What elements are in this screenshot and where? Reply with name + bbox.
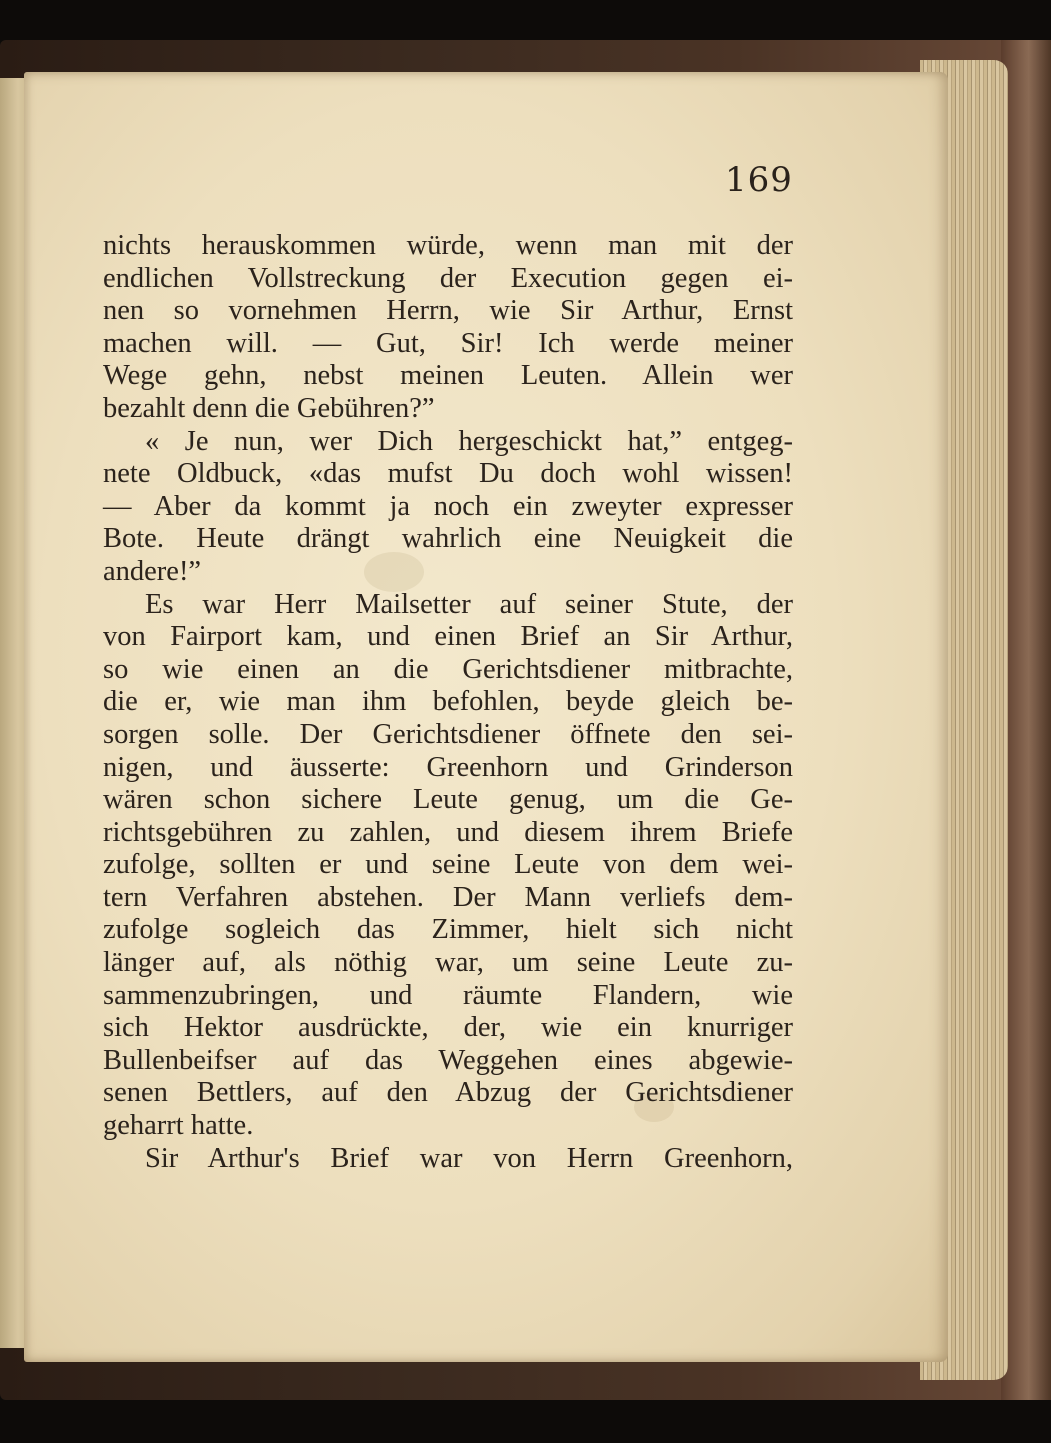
text-line: zufolge sogleich das Zimmer, hielt sich nicht bbox=[103, 914, 793, 946]
text-line: bezahlt denn die Gebühren?” bbox=[103, 392, 435, 424]
text-line: von Fairport kam, und einen Brief an Sir Arthur, bbox=[103, 621, 793, 653]
page-text bbox=[103, 230, 793, 1175]
text-line: sammenzubringen, und räumte Flandern, wie bbox=[103, 979, 793, 1011]
text-line: länger auf, als nöthig war, um seine Leute zu- bbox=[103, 947, 793, 979]
text-line: zufolge, sollten er und seine Leute von dem wei- bbox=[103, 849, 793, 881]
text-line: sorgen solle. Der Gerichtsdiener öffnete den sei- bbox=[103, 718, 793, 750]
text-line: nen so vornehmen Herrn, wie Sir Arthur, Ernst bbox=[103, 295, 793, 327]
text-line: endlichen Vollstreckung der Execution gegen ei- bbox=[103, 262, 793, 294]
page-number: 169 bbox=[725, 160, 793, 200]
text-line: richtsgebühren zu zahlen, und diesem ihrem Briefe bbox=[103, 816, 793, 848]
text-line: sich Hektor ausdrückte, der, wie ein knurriger bbox=[103, 1012, 793, 1044]
text-line: tern Verfahren abstehen. Der Mann verliefs dem- bbox=[103, 881, 793, 913]
book-spine bbox=[1001, 40, 1051, 1400]
text-line: — Aber da kommt ja noch ein zweyter expresser bbox=[103, 490, 793, 522]
text-line: senen Bettlers, auf den Abzug der Gerichtsdiener bbox=[103, 1077, 793, 1109]
text-line: nete Oldbuck, «das mufst Du doch wohl wissen! bbox=[103, 458, 793, 490]
text-line: die er, wie man ihm befohlen, beyde gleich be- bbox=[103, 686, 793, 718]
text-line: Sir Arthur's Brief war von Herrn Greenhorn, bbox=[145, 1142, 793, 1174]
text-line: Wege gehn, nebst meinen Leuten. Allein wer bbox=[103, 360, 793, 392]
text-line: machen will. — Gut, Sir! Ich werde meiner bbox=[103, 327, 793, 359]
text-line: Bote. Heute drängt wahrlich eine Neuigkeit die bbox=[103, 523, 793, 555]
text-line: Es war Herr Mailsetter auf seiner Stute, der bbox=[145, 588, 793, 620]
text-line: nichts herauskommen würde, wenn man mit der bbox=[103, 230, 793, 261]
text-line: nigen, und äusserte: Greenhorn und Grinderson bbox=[103, 751, 793, 783]
text-line: wären schon sichere Leute genug, um die Ge- bbox=[103, 784, 793, 816]
text-line: Bullenbeifser auf das Weggehen eines abgewie- bbox=[103, 1044, 793, 1076]
text-line: geharrt hatte. bbox=[103, 1110, 254, 1142]
text-line: so wie einen an die Gerichtsdiener mitbrachte, bbox=[103, 653, 793, 685]
text-line: andere!” bbox=[103, 555, 202, 587]
text-line: « Je nun, wer Dich hergeschickt hat,” entgeg- bbox=[145, 425, 793, 457]
